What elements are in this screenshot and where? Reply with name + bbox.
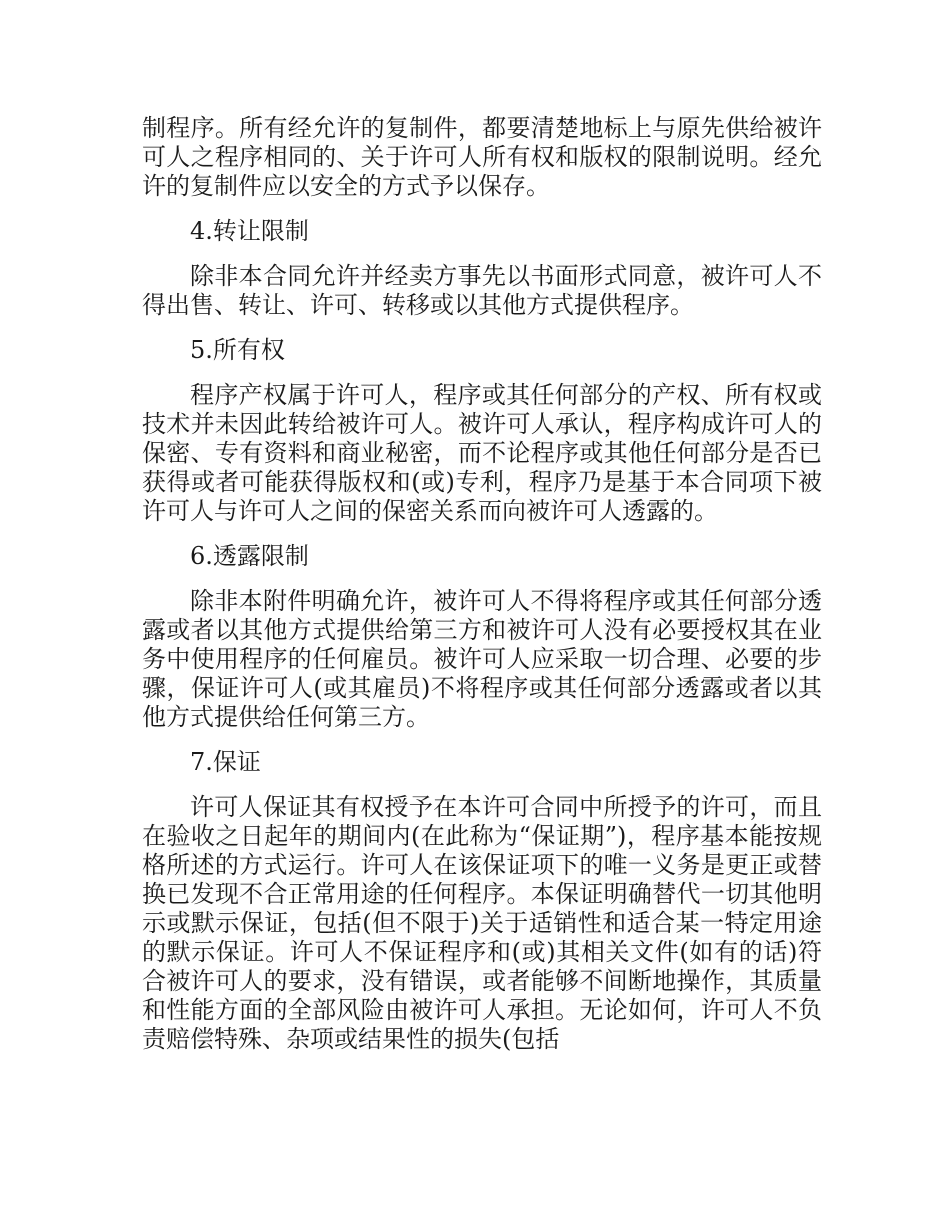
paragraph-ownership: 程序产权属于许可人，程序或其任何部分的产权、所有权或技术并未因此转给被许可人。被许可人承认，程序构成许可人的保密、专有资料和商业秘密，而不论程序或其他任何部分是否已获得或者可能获得版权和(或)专利，程序乃是基于本合同项下被许可人与许可人之间的保密关系而向被许可人透露的。 [142,381,822,525]
document-body [142,114,822,1054]
paragraph-transfer-restriction: 除非本合同允许并经卖方事先以书面形式同意，被许可人不得出售、转让、许可、转移或以其他方式提供程序。 [142,262,822,319]
paragraph-copy-restriction-continued: 制程序。所有经允许的复制件，都要清楚地标上与原先供给被许可人之程序相同的、关于许可人所有权和版权的限制说明。经允许的复制件应以安全的方式予以保存。 [142,114,822,200]
paragraph-disclosure-restriction: 除非本附件明确允许，被许可人不得将程序或其任何部分透露或者以其他方式提供给第三方和被许可人没有必要授权其在业务中使用程序的任何雇员。被许可人应采取一切合理、必要的步骤，保证许可人(或其雇员)不将程序或其任何部分透露或者以其他方式提供给任何第三方。 [142,587,822,731]
section-heading-transfer-restriction: 4.转让限制 [190,217,309,245]
section-heading-warranty: 7.保证 [190,748,261,776]
section-heading-disclosure-restriction: 6.透露限制 [190,542,309,570]
paragraph-warranty: 许可人保证其有权授予在本许可合同中所授予的许可，而且在验收之日起年的期间内(在此称为“保证期”)，程序基本能按规格所述的方式运行。许可人在该保证项下的唯一义务是更正或替换已发现不合正常用途的任何程序。本保证明确替代一切其他明示或默示保证，包括(但不限于)关于适销性和适合某一特定用途的默示保证。许可人不保证程序和(或)其相关文件(如有的话)符合被许可人的要求，没有错误，或者能够不间断地操作，其质量和性能方面的全部风险由被许可人承担。无论如何，许可人不负责赔偿特殊、杂项或结果性的损失(包括 [142,793,822,1053]
section-heading-ownership: 5.所有权 [190,336,285,364]
